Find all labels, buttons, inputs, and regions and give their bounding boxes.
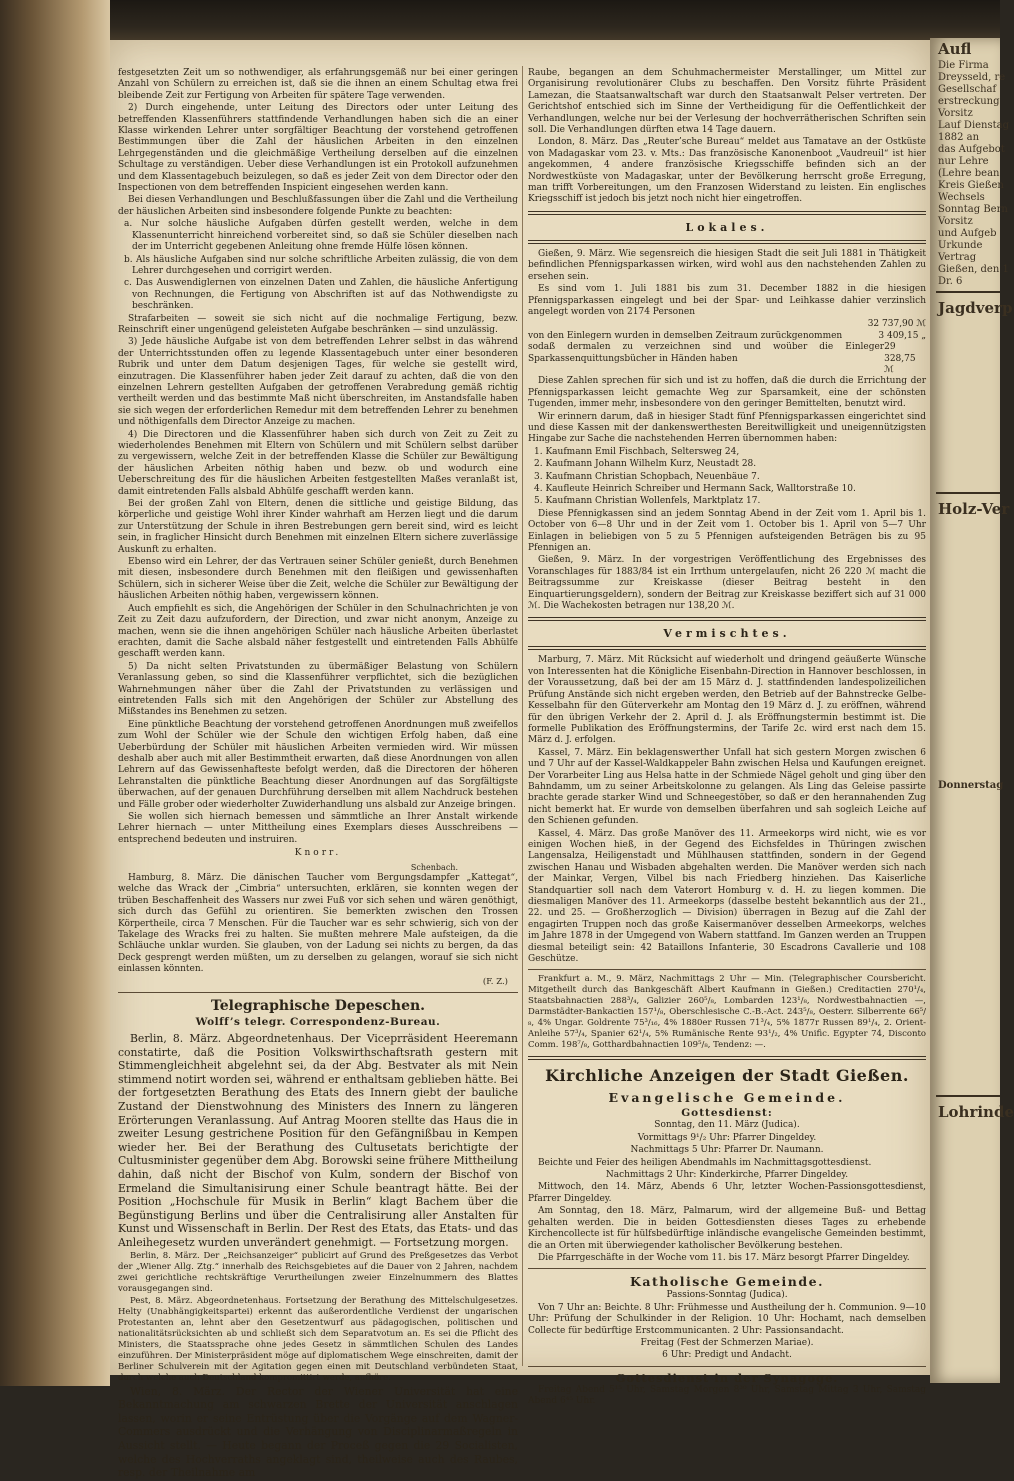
heading-service: Gottesdienst: bbox=[681, 1107, 773, 1120]
left-column bbox=[118, 68, 518, 1481]
fragment-text: 1882 an bbox=[938, 132, 980, 143]
fragment-heading: Donnerstag bbox=[938, 780, 1004, 791]
paragraph: Auch empfiehlt es sich, die Angehörigen der Schüler in den Schulnachrichten je von Zeit zu Zeit dazu aufzufordern, der Direction, und zwar nicht anonym, Anzeige zu machen, wenn sie die ihnen angehörigen Schüler nach häusliche Arbeiten überlastet erachten, damit die Sache alsbald näher festgestellt und eintretenden Falls Abhülfe geschafft werden kann. bbox=[118, 603, 518, 660]
list-item: a. Nur solche häusliche Aufgaben dürfen gestellt werden, welche in dem Klassenunterricht hinreichend vorbereitet sind, so daß sie Schüler dieselben nach der im Unterricht gegebenen Anleitung ohne fremde Hülfe lösen können. bbox=[124, 219, 518, 253]
service-line: Freitag Abend 5¹⁵ Uhr, Samstag Morgen 8³⁰ Uhr, Samstag Mittag 3 Uhr, Samstag Abend 6⁴⁵ Uhr. bbox=[528, 1384, 926, 1407]
amount-label: von den Einlegern wurden in demselben Zeitraum zurückgenommen bbox=[528, 330, 843, 341]
author-initials: (F. Z.) bbox=[482, 976, 508, 987]
section-heading-telegraph: Telegraphische Depeschen. bbox=[210, 998, 426, 1015]
list-item: 5. Kaufmann Christian Wollenfels, Marktplatz 17. bbox=[534, 496, 761, 507]
fragment-text: Die Firma bbox=[938, 60, 989, 71]
news-item: Marburg, 7. März. Mit Rücksicht auf wiederholt und dringend geäußerte Wünsche von Interessenten hat die Königliche Eisenbahn-Direction in Hannover beschlossen, in der Voraussetzung, daß bei der am 15 März d. J. stattfindenden landespolizeilichen Prüfung Anstände sich nicht ergeben werden, den Betrieb auf der Bahnstrecke Gelbe-Kesselbahn für den Güterverkehr am Montag den 19 März d. J. zu eröffnen, während für den übrigen Verkehr der 2. April d. J. als Eröffnungstermin bestimmt ist. Die formelle Publikation des Eröffnungstermins, der Tarife 2c. wird erst nach dem 15. März d. J. erfolgen. bbox=[528, 655, 926, 746]
news-item: Wien, 8. März. Der Rector der Wiener Universität hat eine Bekanntmachung am schwarzen Brette der Universität anschlagen lassen, worin er seine Entrüstung über die Vorgänge auf dem Wagner-Commers ausdrückt und die Verhängung von Disciplinarmaßregeln in Aussicht stellt. — Heute begann der Proceß gegen die 29 Socialisten, welche des Hochverraths angeklagt sind, theilweise auch des Raubes, resp. der Theilnahme am bbox=[118, 1384, 518, 1480]
paragraph: Bei diesen Verhandlungen und Beschlußfassungen über die Zahl und die Vertheilung der häuslichen Arbeiten sind insbesondere folgende Punkte zu beachten: bbox=[118, 195, 518, 217]
fragment-text: Dr. 6 bbox=[938, 276, 963, 287]
list-item: c. Das Auswendiglernen von einzelnen Daten und Zahlen, die häusliche Anfertigung von Rechnungen, die Fertigung von Abschriften ist auf das Nothwendigste zu beschränken. bbox=[124, 278, 518, 312]
paragraph: 4) Die Directoren und die Klassenführer haben sich durch von Zeit zu Zeit zu wiederholendes Benehmen mit Eltern von Schülern und mit Schülern selbst darüber zu vergewissern, welche Zeit in der betreffenden Klasse die Schüler zur Bewältigung der häuslichen Arbeiten nöthig haben und bezw. ob und wodurch eine Ueberschreitung des für die häuslichen Arbeiten festgestellten Maßes veranlaßt ist, damit eintretenden Falls alsbald Abhülfe geschafft werden kann. bbox=[118, 429, 518, 497]
service-line: Mittwoch, den 14. März, Abends 6 Uhr, letzter Wochen-Passionsgottesdienst, Pfarrer Dingeldey. bbox=[528, 1182, 926, 1204]
fragment-text: Dreysseld, re bbox=[938, 72, 1006, 83]
paragraph: Wir erinnern darum, daß in hiesiger Stadt fünf Pfennigsparkassen eingerichtet sind und diese Kassen mit der dankenswerthesten Bereitwilligkeit und uneigennützigsten Hingabe zur Sache die nachstehenden Herren übernommen haben: bbox=[528, 411, 926, 445]
divider bbox=[528, 1268, 926, 1269]
news-item: Kassel, 4. März. Das große Manöver des 11. Armeekorps wird nicht, wie es vor einigen Wochen hieß, in der Gegend des Eichsfeldes in Thüringen zwischen Langensalza, Heiligenstadt und Mühlhausen stattfinden, sondern in der Gegend zwischen Hanau und Wisbaden abgehalten werden. Die Manöver werden sich nach der Mainkar, Vergen, Vilbel bis nach Friedberg hinziehen. Das Kaiserliche Standquartier soll nach dem Vaterort Homburg v. d. H. zu liegen kommen. Die diesmaligen Manöver des 11. Armeekorps (dasselbe besteht bekanntlich aus der 21., 22. und 25. — Großherzoglich — Division) überragen in Bezug auf die Zahl der engagirten Truppen noch das große Kaisermanöver desselben Armeekorps, welches im Jahre 1878 in der Umgegend von Wabern stattfand. Im Ganzen werden an Truppen diesmal beteiligt sein: 42 Bataillons Infanterie, 30 Escadrons Cavallerie und 108 Geschütze. bbox=[528, 828, 926, 965]
service-line: Nachmittags 2 Uhr: Kinderkirche, Pfarrer Dingeldey. bbox=[605, 1170, 849, 1181]
list-item: 4. Kaufleute Heinrich Schreiber und Hermann Sack, Walltorstraße 10. bbox=[534, 484, 856, 494]
list-item: 1. Kaufmann Emil Fischbach, Seltersweg 24, bbox=[534, 446, 740, 457]
news-item-hamburg: Hamburg, 8. März. Die dänischen Taucher vom Bergungsdampfer „Kattegat“, welche das Wrack der „Cimbria“ untersuchten, erklären, sie konnten wegen der trüben Beschaffenheit des Wassers nur zwei Fuß vor sich sehen und wären genöthigt, sich durch das Gefühl zu orientiren. Sie bemerkten zwischen den Trossen Körpertheile, circa 7 Menschen. Für die Taucher war es sehr schwierig, sich von der Takelage des Wracks frei zu halten. Sie mußten mehrere Male aufsteigen, da die Schläuche unklar wurden. Sie glauben, von der Ladung sei nichts zu bergen, da das Deck gesprengt werden müßten, um zu derselben zu gelangen, worauf sie sich nicht einlassen könnten. bbox=[118, 873, 518, 975]
fragment-text: Lauf Dienstag bbox=[938, 120, 1010, 131]
news-item: Kassel, 7. März. Ein beklagenswerther Unfall hat sich gestern Morgen zwischen 6 und 7 Uhr auf der Kassel-Waldkappeler Bahn zwischen Helsa und Kaufungen ereignet. Der Vorarbeiter Ling aus Helsa hatte in der Schmiede Nägel geholt und ging über den Bahndamm, um zu seiner Arbeitskolonne zu gelangen. Als Ling das Geleise passirte brachte gerade starker Wind und Schneegestöber, so daß er den herannahenden Zug nicht bemerkt hat. Er wurde von demselben überfahren und sah sogleich Leiche auf den Schienen gefunden. bbox=[528, 747, 926, 827]
paragraph: 2) Durch eingehende, unter Leitung des Directors oder unter Leitung des betreffenden Klassenführers stattfindende Verhandlungen haben sich die an einer Klasse wirkenden Lehrer unter sorgfältiger Beachtung der vorstehend getroffenen Bestimmungen über die Zahl der häuslichen Arbeiten in den einzelnen Lehrgegenständen und die gleichmäßige Vertheilung derselben auf die einzelnen Schultage zu verständigen. Ueber diese Verhandlungen ist ein Protokoll aufzunehmen und dem Klassentagebuch beizulegen, so daß es jeder Zeit von dem Director oder den Inspectionen von dem betreffenden Inspicient eingesehen werden kann. bbox=[118, 103, 518, 194]
news-item: Pest, 8. März. Abgeordnetenhaus. Fortsetzung der Berathung des Mittelschulgesetzes. Helty (Unabhängigkeitspartei) erkennt das außerordentliche Verdienst der ungarischen Protestanten an, lehnt aber den Gesetzentwurf aus pädagogischen, politischen und nationalitätsrücksichten ab und schließt sich dem Separatvotum an. Es sei die Pflicht des Ministers, die Staatssprache ohne jedes Gesetz in sämmtlichen Schulen des Landes einzuführen. Der Ministerpräsident möge auf diplomatischem Wege einschreiten, damit der Berliner Schulverein mit der Agitation gegen einen mit Deutschland verbündeten Staat, durch welche auch Deutschland kompromittirt werde, aufhöre. bbox=[118, 1295, 518, 1383]
stock-report: Frankfurt a. M., 9. März, Nachmittags 2 Uhr — Min. (Telegraphischer Coursbericht. Mitgetheilt durch das Bankgeschäft Albert Kaufmann in Gießen.) Creditactien 270¹/₄, Staatsbahnactien 288³/₄, Galizier 260⁵/₈, Lombarden 123¹/₈, Nordwestbahnactien —, Darmstädter-Bankactien 157¹/₈, Oberschlesische C.-B.-Act. 243⁵/₈, Oesterr. Silberrente 66⁵/₈, 4% Ungar. Goldrente 75³/₁₆, 4% 1880er Russen 71³/₄, 5% 1877r Russen 89¹/₄, 2. Orient-Anleihe 57³/₄, Spanier 62¹/₄, 5% Rumänische Rente 93¹/₂, 4% Unific. Egypter 74, Disconto Comm. 198⁷/₈, Gotthardbahnactien 109⁵/₈, Tendenz: —. bbox=[528, 974, 926, 1051]
fragment-text: Vorsitz bbox=[938, 108, 973, 119]
fragment-text: nur Lehre bbox=[938, 156, 989, 167]
service-line: Vormittags 9¹/₂ Uhr: Pfarrer Dingeldey. bbox=[637, 1132, 817, 1143]
divider bbox=[528, 240, 926, 244]
heading-catholic: Katholische Gemeinde. bbox=[630, 1274, 824, 1290]
list-item: b. Als häusliche Aufgaben sind nur solche schriftliche Arbeiten zulässig, die von dem Lehrer durchgesehen und corrigirt werden. bbox=[124, 254, 518, 276]
fragment-text: Sonntag Bern bbox=[938, 204, 1008, 215]
service-line: 6 Uhr: Predigt und Andacht. bbox=[662, 1350, 792, 1361]
paragraph: Sie wollen sich hiernach bemessen und sämmtliche an Ihrer Anstalt wirkende Lehrer hiernach — unter Mittheilung eines Exemplars dieses Ausschreibens — entsprechend bedeuten und instruiren. bbox=[118, 812, 518, 845]
fragment-text: Wechsels bbox=[938, 192, 985, 203]
book-left-edge bbox=[0, 0, 110, 1386]
fragment-text: Urkunde bbox=[938, 240, 983, 251]
divider bbox=[936, 492, 1000, 494]
service-line: Am Sonntag, den 18. März, Palmarum, wird der allgemeine Buß- und Bettag gehalten werden. Die in beiden Gottesdiensten dieses Tages zu erhebende Kirchencollecte ist für hülfsbedürftige inländische evangelische Gemeinden bestimmt, die an Orten mit überwiegender katholischer Bevölkerung bestehen. bbox=[528, 1206, 926, 1251]
place-name: Schenbach. bbox=[410, 862, 458, 872]
divider bbox=[528, 646, 926, 650]
service-line: Von 7 Uhr an: Beichte. 8 Uhr: Frühmesse und Austheilung der h. Communion. 9—10 Uhr: Prüfung der Schulkinder in der Religion. 10 Uhr: Hochamt, nach demselben Collecte für bedürftige Erstcommunicanten. 2 Uhr: Passionsandacht. bbox=[528, 1302, 926, 1336]
divider bbox=[528, 211, 926, 215]
divider bbox=[936, 1095, 1000, 1097]
fragment-text: Aufl bbox=[938, 40, 972, 58]
service-line: Freitag (Fest der Schmerzen Mariae). bbox=[640, 1337, 814, 1348]
fragment-text: (Lehre bean bbox=[938, 168, 1000, 179]
fragment-text: erstreckung bbox=[938, 96, 1000, 107]
divider bbox=[528, 969, 926, 970]
service-line: Sonntag, den 11. März (Judica). bbox=[654, 1120, 800, 1131]
paragraph: Strafarbeiten — soweit sie sich nicht auf die nochmalige Fertigung, bezw. Reinschrift einer ungenügend geleisteten Aufgabe beschränken — sind unzulässig. bbox=[118, 313, 518, 335]
amount-label: sodaß dermalen zu verzeichnen sind und woüber die Einleger Sparkassenquittungsbücher in Händen haben bbox=[528, 342, 885, 364]
section-subheading: Wolff’s telegr. Correspondenz-Bureau. bbox=[195, 1016, 441, 1029]
paragraph: 3) Jede häusliche Aufgabe ist von dem betreffenden Lehrer selbst in das während der Unterrichtsstunden offen zu legende Klassentagebuch unter einer besonderen Rubrik und unter dem Datum desjenigen Tages, für welche sie gestellt wird, einzutragen. Die Klassenführer haben jeder Zeit darauf zu achten, daß die von den einzelnen Lehrern gestellten Aufgaben der getroffenen Verabredung gemäß richtig vertheilt werden und das bestimmte Maß nicht überschreiten, im Anstandsfalle haben sie sich wegen der erforderlichen Remedur mit dem betreffenden Lehrer zu benehmen und nöthigenfalls dem Director Anzeige zu machen. bbox=[118, 337, 518, 428]
fragment-text: Vertrag bbox=[938, 252, 977, 263]
paragraph: Raube, begangen an dem Schuhmachermeister Merstallinger, um Mittel zur Organisirung revolutionärer Clubs zu beschaffen. Den Vorsitz führte Präsident Lamezan, die Staatsanwaltschaft war durch den Staatsanwalt Pelser vertreten. Der Gerichtshof entschied sich im Sinne der Vertheidigung für die Oeffentlichkeit der Verhandlungen, welche nur bei der Verlesung der hochverrätherischen Schriften sein soll. Die Verhandlungen dürften etwa 14 Tage dauern. bbox=[528, 68, 926, 136]
paragraph: 5) Da nicht selten Privatstunden zu übermäßiger Belastung von Schülern Veranlassung geben, so sind die Klassenführer verpflichtet, sich die bezüglichen Wahrnehmungen näher über die Zahl der Privatstunden zu verlässigen und eintretenden Falls sich mit den Angehörigen der Schüler zur Abstellung des Mißstandes ins Benehmen zu setzen. bbox=[118, 661, 518, 718]
news-item: Berlin, 8. März. Abgeordnetenhaus. Der Viceprräsident Heeremann constatirte, daß die Position Volkswirthschaftsrath gestern mit Stimmengleichheit abgelehnt sei, da der Abg. Bestvater als mit Nein stimmend notirt worden sei, während er enthaltsam geblieben hätte. Bei der fortgesetzten Berathung des Etats des Innern giebt der bauliche Zustand der Dienstwohnung des Ministers des Innern zu längeren Erörterungen Veranlassung. Auf Antrag Mooren stellte das Haus die in zweiter Lesung gestrichene Position für den Gefängnißbau in Kempen wieder her. Bei der Berathung des Cultusetats berichtigte der Cultusminister gegenüber dem Abg. Borowski seine frühere Mittheilung dahin, daß nicht der Bischof von Kulm, sondern der Bischof von Ermeland die Simultanisirung einer Schule beantragt hätte. Bei der Position „Hochschule für Musik in Berlin“ klagt Bachem über die Begünstigung Berlins und über die Centralisirung aller Anstalten für Kunst und Wissenschaft in Berlin. Der Rest des Etats, das Etats- und das Anleihegesetz wurden unverändert genehmigt. — Fortsetzung morgen. bbox=[118, 1032, 518, 1249]
amount-value: 32 737,90 ℳ bbox=[867, 319, 926, 330]
book-binding-top bbox=[0, 0, 1000, 45]
service-line: Passions-Sonntag (Judica). bbox=[666, 1290, 788, 1301]
paragraph: Gießen, 9. März. Wie segensreich die hiesigen Stadt die seit Juli 1881 in Thätigkeit befindlichen Pfennigsparkassen wirken, wird wohl aus den nachstehenden Zahlen zu ersehen sein. bbox=[528, 248, 926, 282]
divider bbox=[528, 617, 926, 621]
paragraph: Bei der großen Zahl von Eltern, denen die sittliche und geistige Bildung, das körperliche und geistige Wohl ihrer Kinder wahrhaft am Herzen liegt und die darum zur Unterstützung der Schule in ihren Bestrebungen gern bereit sind, wird es leicht sein, in fraglicher Hinsicht durch Benehmen mit einzelnen Eltern sichere zuverlässige Auskunft zu erhalten. bbox=[118, 499, 518, 555]
divider bbox=[118, 992, 518, 993]
signature: Knorr. bbox=[294, 848, 342, 859]
amount-row bbox=[528, 342, 926, 376]
adjacent-page-edge bbox=[930, 38, 1014, 1383]
fragment-text: das Aufgebot bbox=[938, 144, 1005, 155]
paragraph: Eine pünktliche Beachtung der vorstehend getroffenen Anordnungen muß zweifellos zum Wohl der Schüler wie der Schule den wichtigen Erfolg haben, daß eine Ueberbürdung der Schüler mit häuslichen Arbeiten vermieden wird. Wir müssen deshalb aber auch mit aller Bestimmtheit erwarten, daß diese Anordnungen von allen Lehrern auf das Gewissenhafteste befolgt werden, daß die Directoren der höheren Lehranstalten die pünktliche Beachtung dieser Anordnungen auf das Sorgfältigste überwachen, auf der genauen Durchführung derselben mit allem Nachdruck bestehen und Fälle grober oder wiederholter Zuwiderhandlung uns alsbald zur Anzeige bringen. bbox=[118, 719, 518, 810]
list-item: 2. Kaufmann Johann Wilhelm Kurz, Neustadt 28. bbox=[534, 459, 757, 470]
fragment-heading: Holz-Ver bbox=[938, 500, 1010, 518]
amount-value: 29 328,75 ℳ bbox=[884, 342, 916, 375]
section-heading-local: Lokales. bbox=[685, 220, 769, 234]
news-item: Berlin, 8. März. Der „Reichsanzeiger“ publicirt auf Grund des Preßgesetzes das Verbot der „Wiener Allg. Ztg.“ innerhalb des Reichsgebietes auf die Dauer von 2 Jahren, nachdem zwei gerichtliche rechtskräftige Verurtheilungen zweier Einzelnummern des Blattes vorausgegangen sind. bbox=[118, 1250, 518, 1294]
fragment-heading: Jagdverp bbox=[938, 299, 1013, 317]
paragraph: Diese Pfennigkassen sind an jedem Sonntag Abend in der Zeit vom 1. April bis 1. October von 6—8 Uhr und in der Zeit vom 1. October bis 1. April von 5—7 Uhr Einlagen in beliebigen von 5 zu 5 Pfennigen aufsteigenden Beträgen bis zu 95 Pfennigen an. bbox=[528, 508, 926, 554]
fragment-text: Vorsitz bbox=[938, 216, 973, 227]
section-heading-misc: Vermischtes. bbox=[663, 627, 791, 641]
right-column bbox=[528, 68, 926, 1409]
heading-evangelical: Evangelische Gemeinde. bbox=[608, 1090, 846, 1106]
paragraph: Gießen, 9. März. In der vorgestrigen Veröffentlichung des Ergebnisses des Voranschlages für 1883/84 ist ein Irrthum untergelaufen, nicht 26 220 ℳ macht die Beitragssumme zur Kreiskasse (dieser Beitrag besteht in den Einquartierungsgeldern), sondern der Beitrag zur Kreiskasse beziffert sich auf 31 000 ℳ. Die Wachekosten betragen nur 138,20 ℳ. bbox=[528, 555, 926, 612]
news-item-london: London, 8. März. Das „Reuter’sche Bureau“ meldet aus Tamatave an der Ostküste von Madagaskar vom 23. v. Mts.: Das französische Kanonenboot „Vaudreuil“ ist hier angekommen, 4 andere französische Kriegsschiffe befinden sich an der Nordwestküste von Madagaskar, unter der Bevölkerung herrscht große Erregung, man trifft Vorbereitungen, um den Franzosen Widerstand zu leisten. Ein englisches Kriegsschiff ist jedoch bis jetzt noch nicht hier eingetroffen. bbox=[528, 137, 926, 205]
service-line: Beichte und Feier des heiligen Abendmahls im Nachmittagsgottesdienst. bbox=[538, 1157, 872, 1168]
fragment-text: und Aufgeb bbox=[938, 228, 997, 239]
paragraph: Ebenso wird ein Lehrer, der das Vertrauen seiner Schüler genießt, durch Benehmen mit diesen, insbesondere durch Benehmen mit den fleißigen und gewissenhaften Schülern, sich in sicherer Weise über die Zeit, welche die Schüler zur Bewältigung der häuslichen Arbeiten nöthig haben, vergewissern können. bbox=[118, 557, 518, 602]
divider bbox=[528, 1366, 926, 1367]
list-item: 3. Kaufmann Christian Schopbach, Neuenbäue 7. bbox=[534, 471, 760, 482]
divider bbox=[936, 291, 1000, 293]
service-line: Nachmittags 5 Uhr: Pfarrer Dr. Naumann. bbox=[630, 1145, 824, 1156]
fragment-text: Kreis Gießen bbox=[938, 180, 1004, 191]
section-heading-church: Kirchliche Anzeigen der Stadt Gießen. bbox=[545, 1066, 909, 1086]
amount-value: 3 409,15 „ bbox=[878, 330, 926, 341]
telegraph-section bbox=[118, 1032, 518, 1480]
fragment-heading: Lohrinde bbox=[938, 1103, 1014, 1121]
paragraph: Es sind vom 1. Juli 1881 bis zum 31. December 1882 in die hiesigen Pfennigsparkassen eingelegt und bei der Spar- und Leihkasse dahier verzinslich angelegt worden von 2174 Personen bbox=[528, 284, 926, 317]
fragment-text: Gießen, den 1 bbox=[938, 264, 1009, 275]
paragraph: Diese Zahlen sprechen für sich und ist zu hoffen, daß die durch die Errichtung der Pfennigsparkassen leicht gemachte Weg zur Sparsamkeit, eine der schönsten Tugenden, immer mehr, insbesondere von den geringer Bemittelten, benutzt wird. bbox=[528, 376, 926, 410]
fragment-text: Gesellschaf bbox=[938, 84, 997, 95]
amount-row bbox=[528, 319, 926, 330]
divider bbox=[528, 1056, 926, 1060]
service-line: Die Pfarrgeschäfte in der Woche vom 11. bis 17. März besorgt Pfarrer Dingeldey. bbox=[538, 1252, 910, 1263]
amount-row bbox=[528, 331, 926, 342]
paragraph: festgesetzten Zeit um so nothwendiger, als erfahrungsgemäß nur bei einer geringen Anzahl von Schülern zu erreichen ist, daß sie die ihnen an einem Schultag etwa frei bleibende Zeit zur Fertigung von Arbeiten für spätere Tage verwenden. bbox=[118, 68, 518, 101]
column-divider bbox=[522, 66, 523, 1366]
heading-synagogue: Gottesdienst in der Synagoge. bbox=[615, 1370, 839, 1385]
